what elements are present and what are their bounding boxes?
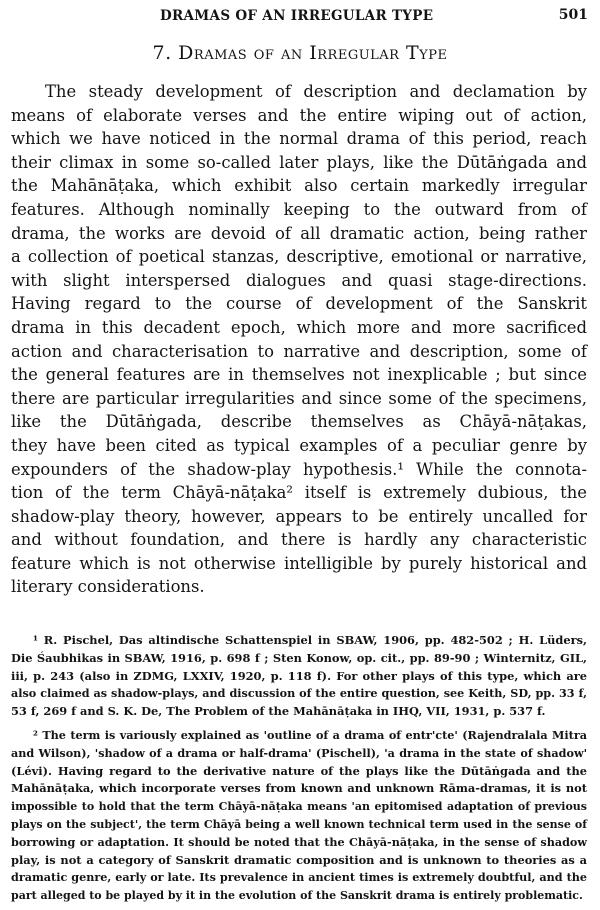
body-line: there are particular irregularities and since some of the specimens, bbox=[11, 388, 587, 408]
body-line: their climax in some so-called later plays, like the Dūtāṅgada and bbox=[11, 152, 587, 172]
footnote-line: part alleged to be played by it in the evolution of the Sanskrit drama is entirely problematic. bbox=[11, 889, 583, 903]
body-line: which we have noticed in the normal drama of this period, reach bbox=[11, 129, 587, 149]
body-line: and without foundation, and there is hardly any characteristic bbox=[11, 530, 587, 550]
section-title: 7. Dramas of an Irregular Type bbox=[152, 42, 448, 64]
body-line: like the Dūtāṅgada, describe themselves as Chāyā-nāṭakas, bbox=[11, 412, 587, 432]
body-line: expounders of the shadow-play hypothesis.¹ While the connota- bbox=[11, 459, 587, 479]
body-line: feature which is not otherwise intelligible by purely historical and bbox=[11, 553, 587, 573]
footnote-line: 53 f, 269 f and S. K. De, The Problem of the Mahānāṭaka in IHQ, VII, 1931, p. 537 f. bbox=[11, 704, 546, 719]
body-line: tion of the term Chāyā-nāṭaka² itself is extremely dubious, the bbox=[11, 483, 587, 503]
body-line: Having regard to the course of development of the Sanskrit bbox=[11, 294, 587, 314]
footnote-line: plays on the subject', the term Chāyā being a well known technical term used in the sense of bbox=[11, 817, 587, 831]
footnote-1 bbox=[11, 632, 587, 721]
body-line: drama in this decadent epoch, which more and more sacrificed bbox=[11, 317, 587, 337]
body-line: shadow-play theory, however, appears to be entirely uncalled for bbox=[11, 506, 587, 526]
footnote-line: (Lévi). Having regard to the derivative nature of the plays like the Dūtāṅgada and the bbox=[11, 763, 587, 778]
footnote-line: and Wilson), 'shadow of a drama or half-drama' (Pischell), 'a drama in the state of shadow' bbox=[11, 745, 587, 760]
body-line: features. Although nominally keeping to the outward from of bbox=[11, 199, 587, 219]
body-line: the Mahānāṭaka, which exhibit also certain markedly irregular bbox=[11, 176, 587, 196]
footnote-line: impossible to hold that the term Chāyā-nāṭaka means 'an epitomised adaptation of previous bbox=[11, 800, 587, 814]
footnotes bbox=[11, 632, 587, 905]
body-line: with slight interspersed dialogues and quasi stage-directions. bbox=[11, 270, 587, 290]
body-line: The steady development of description and declamation by bbox=[45, 82, 587, 101]
body-line: action and characterisation to narrative and description, some of bbox=[11, 341, 587, 361]
footnote-2 bbox=[11, 727, 587, 905]
footnote-line: borrowing or adaptation. It should be noted that the Chāyā-nāṭaka, in the sense of shadow bbox=[11, 834, 587, 849]
body-line: they have been cited as typical examples of a peculiar genre by bbox=[11, 435, 587, 455]
body-line: literary considerations. bbox=[11, 577, 205, 597]
body-paragraph bbox=[11, 80, 587, 599]
page-number: 501 bbox=[558, 7, 588, 23]
body-line: drama, the works are devoid of all dramatic action, being rather bbox=[11, 223, 587, 243]
footnote-line: ¹ R. Pischel, Das altindische Schattenspiel in SBAW, 1906, pp. 482-502 ; H. Lüders, bbox=[33, 633, 587, 647]
body-line: the general features are in themselves not inexplicable ; but since bbox=[11, 365, 587, 385]
footnote-line: also claimed as shadow-plays, and discussion of the entire question, see Keith, SD, pp. 33 f, bbox=[11, 686, 587, 701]
footnote-line: ² The term is variously explained as 'outline of a drama of entr'cte' (Rajendralala Mitra bbox=[33, 727, 587, 742]
footnote-line: Mahānāṭaka, which incorporate verses from known and unknown Rāma-dramas, it is not bbox=[11, 781, 587, 796]
footnote-line: Die Śaubhikas in SBAW, 1916, p. 698 f ; Sten Konow, op. cit., pp. 89-90 ; Winternitz, GIL, bbox=[11, 650, 587, 665]
footnote-line: iii, p. 243 (also in ZDMG, LXXIV, 1920, p. 118 f). For other plays of this type, which are bbox=[11, 668, 587, 683]
body-line: a collection of poetical stanzas, descriptive, emotional or narrative, bbox=[11, 247, 587, 267]
footnote-line: play, is not a category of Sanskrit dramatic composition and is unknown to theories as a bbox=[11, 852, 587, 867]
body-line: means of elaborate verses and the entire wiping out of action, bbox=[11, 105, 587, 125]
footnote-line: dramatic genre, early or late. Its prevalence in ancient times is extremely doubtful, and the bbox=[11, 870, 587, 885]
running-head: DRAMAS OF AN IRREGULAR TYPE bbox=[160, 8, 434, 24]
